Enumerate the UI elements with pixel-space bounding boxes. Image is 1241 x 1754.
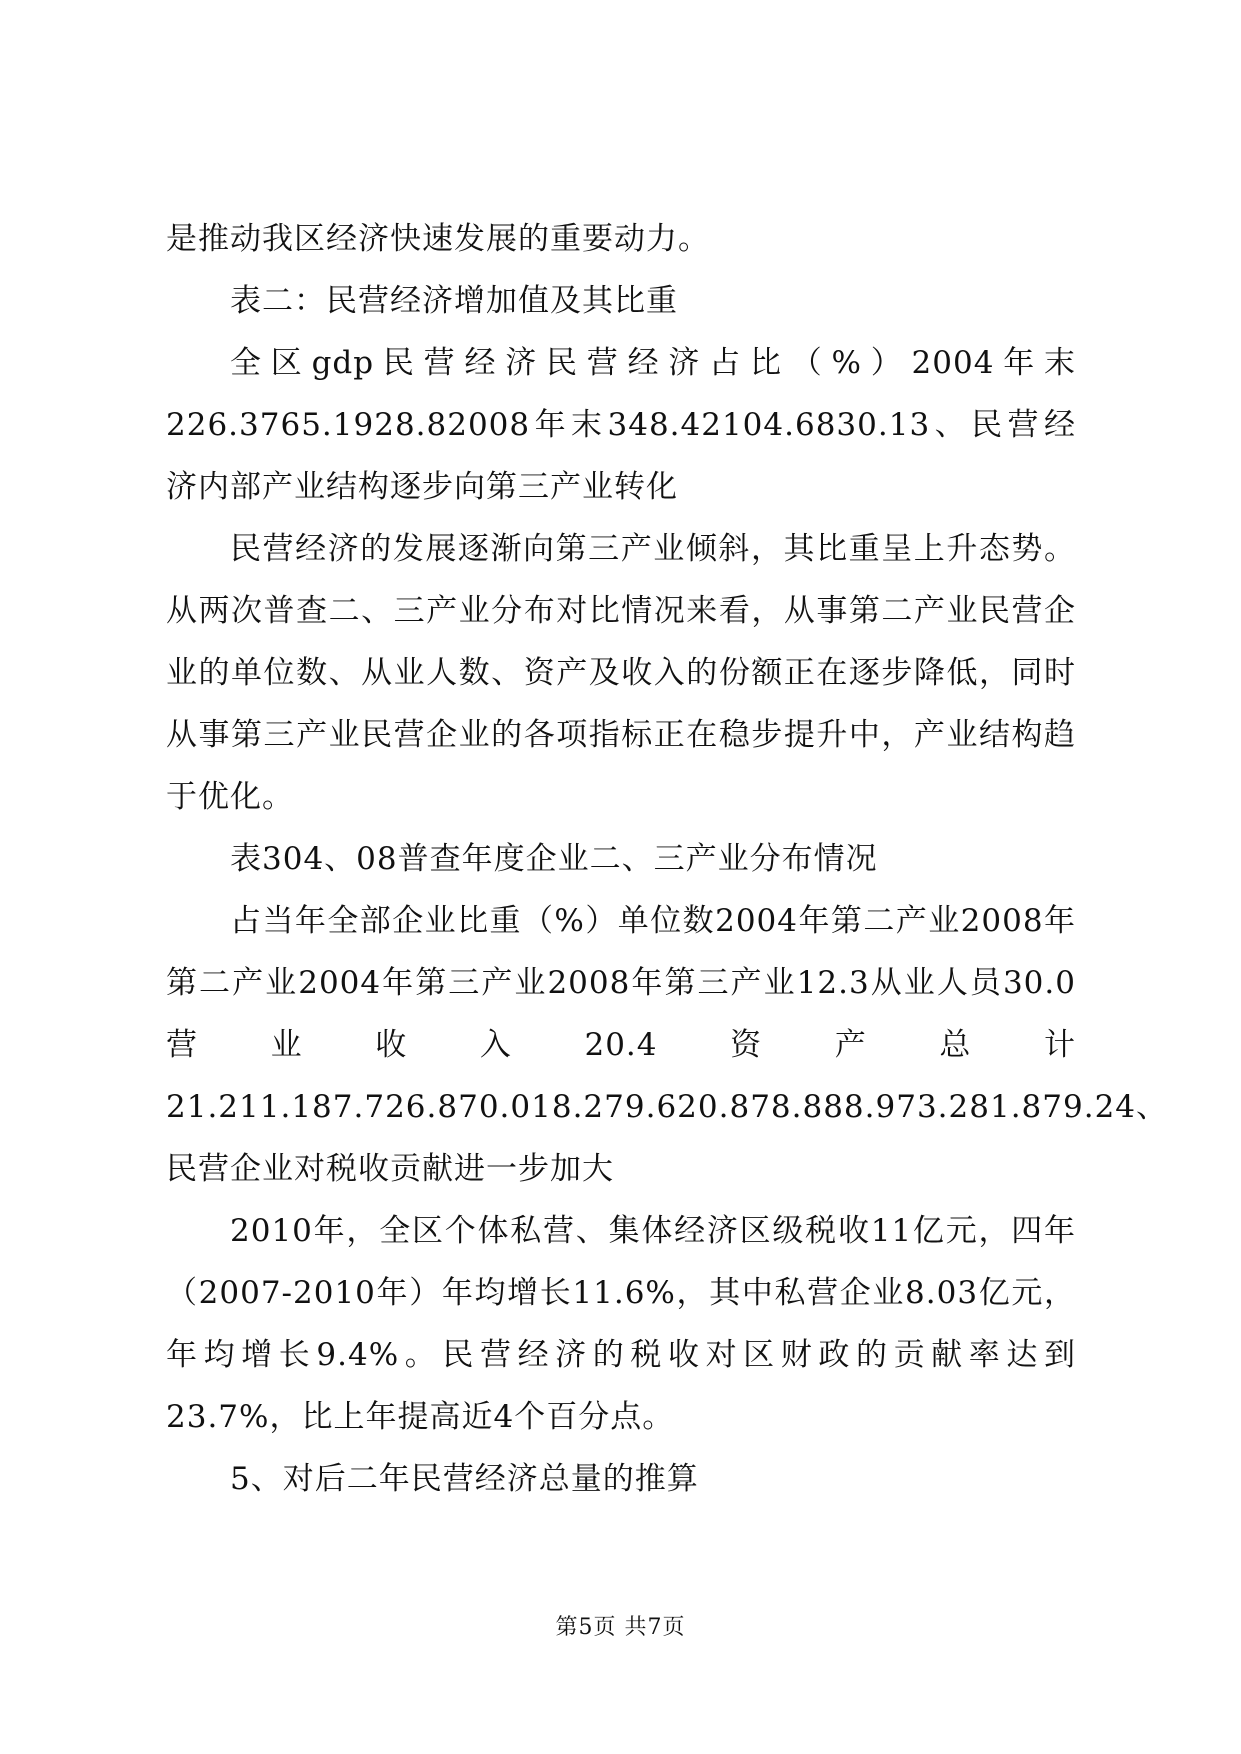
page-footer: 第5页 共7页: [555, 1615, 686, 1640]
table-3-caption: 表304、08普查年度企业二、三产业分布情况: [230, 841, 878, 877]
paragraph-1: 是推动我区经济快速发展的重要动力。: [166, 221, 710, 257]
table-2-caption: 表二：民营经济增加值及其比重: [230, 283, 678, 319]
paragraph-industry-shift: 民营经济的发展逐渐向第三产业倾斜，其比重呈上升态势。从两次普查二、三产业分布对比情况来看，从事第二产业民营企业的单位数、从业人数、资产及收入的份额正在逐步降低，同时从事第三产业民营企业的各项指标正在稳步提升中，产业结构趋于优化。: [166, 531, 1076, 815]
paragraph-tax: 2010年，全区个体私营、集体经济区级税收11亿元，四年（2007-2010年）年均增长11.6%，其中私营企业8.03亿元，年均增长9.4%。民营经济的税收对区财政的贡献率达到23.7%，比上年提高近4个百分点。: [166, 1213, 1076, 1435]
table-2-content: 全区gdp民营经济民营经济占比（%）2004年末226.3765.1928.82008年末348.42104.6830.13、民营经济内部产业结构逐步向第三产业转化: [166, 345, 1076, 505]
body-text: [166, 208, 1169, 1510]
table-3-content: 占当年全部企业比重（%）单位数2004年第二产业2008年第二产业2004年第三产业2008年第三产业12.3从业人员30.0营业收入20.4资产总计21.211.187.726.870.018.279.620.878.888.973.281.879.24、民营企业对税收贡献进一步加大: [166, 903, 1169, 1187]
section-heading-5: 5、对后二年民营经济总量的推算: [230, 1461, 699, 1497]
